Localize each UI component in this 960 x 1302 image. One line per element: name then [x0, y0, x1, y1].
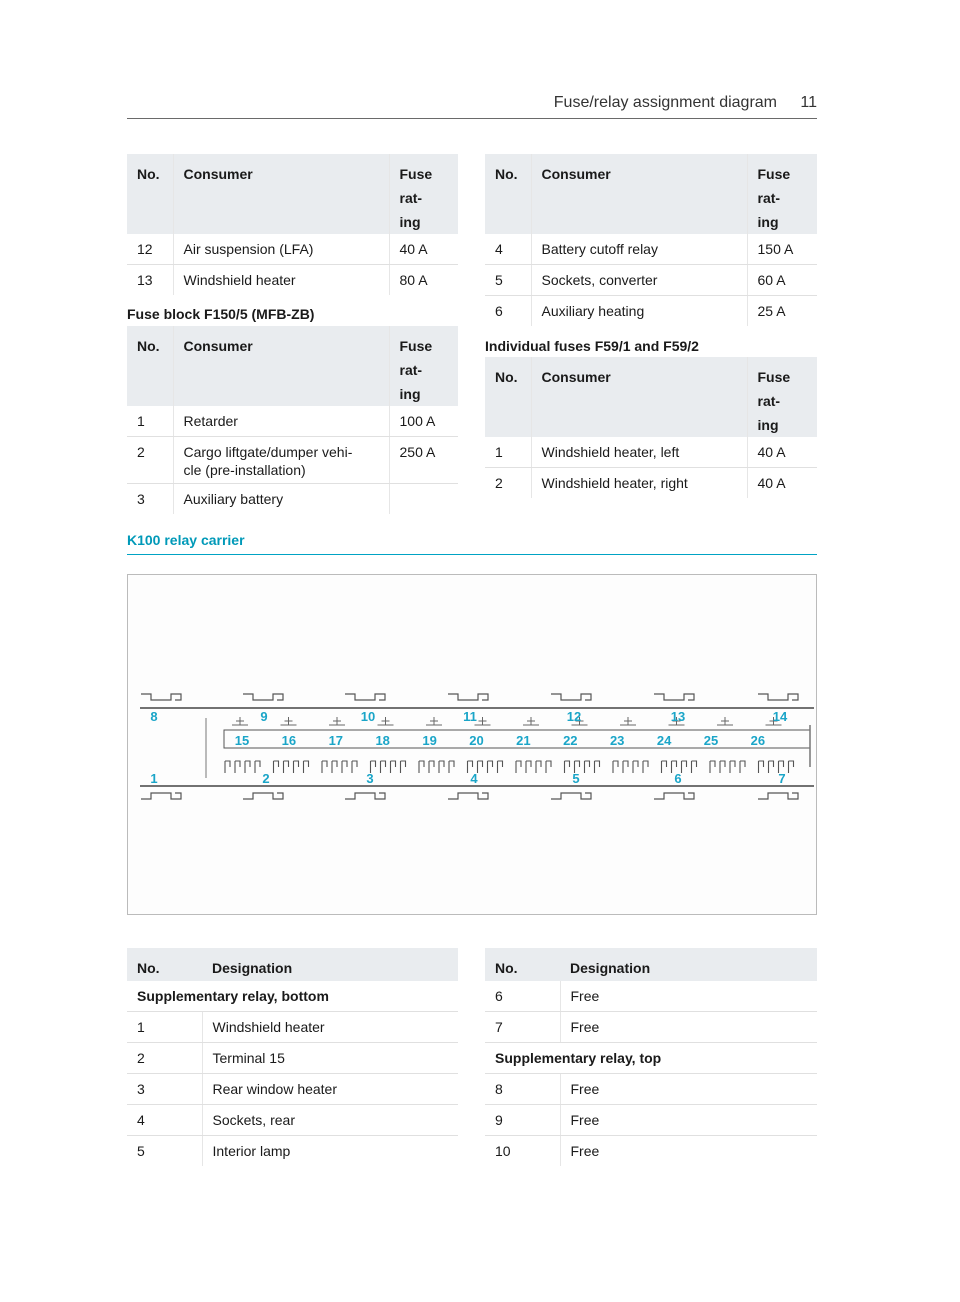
top-connector: [448, 694, 488, 700]
top-connector: [243, 694, 283, 700]
col-header-rating: Fuse rat- ing: [747, 357, 817, 437]
relay-contact-glyph: [284, 761, 289, 773]
col-header-consumer: Consumer: [531, 154, 747, 234]
section-label: Supplementary relay, bottom: [127, 981, 458, 1012]
table-row: 1 Windshield heater, left 40 A: [485, 437, 817, 468]
table-row: 13 Windshield heater 80 A: [127, 265, 458, 296]
relay-label-mid: 17: [328, 733, 344, 748]
table-row: 7 Free: [485, 1012, 817, 1043]
relay-contact-glyph: [294, 761, 299, 773]
designation-table-right: [485, 948, 817, 1166]
col-header-no: No.: [485, 948, 560, 981]
col-header-no: No.: [127, 326, 173, 406]
relay-label-bottom: 1: [150, 771, 158, 786]
relay-contact-glyph: [439, 761, 444, 773]
relay-label-top: 13: [670, 709, 686, 724]
pin-glyph: [475, 717, 491, 725]
relay-contact-glyph: [332, 761, 337, 773]
pin-glyph: [232, 717, 248, 725]
relay-label-mid: 19: [422, 733, 437, 748]
bottom-connector: [448, 793, 488, 799]
relay-contact-glyph: [322, 761, 327, 773]
relay-contact-glyph: [449, 761, 454, 773]
bottom-connector: [758, 793, 798, 799]
designation-table-left: [127, 948, 458, 1166]
relay-contact-glyph: [730, 761, 735, 773]
relay-contact-glyph: [692, 761, 697, 773]
top-connector: [758, 694, 798, 700]
fuse-table-a: [127, 154, 458, 295]
table-row: 10 Free: [485, 1136, 817, 1167]
col-header-consumer: Consumer: [173, 326, 389, 406]
relay-contact-glyph: [516, 761, 521, 773]
fuse-block-caption: Fuse block F150/5 (MFB-ZB): [127, 306, 315, 322]
relay-contact-glyph: [391, 761, 396, 773]
col-header-designation: Designation: [202, 948, 458, 981]
relay-label-mid: 16: [281, 733, 297, 748]
relay-label-mid: 24: [656, 733, 672, 748]
relay-label-mid: 25: [703, 733, 719, 748]
relay-contact-glyph: [274, 761, 279, 773]
table-row: 2 Cargo liftgate/dumper vehi- cle (pre-installation) 250 A: [127, 437, 458, 484]
top-connector: [141, 694, 181, 700]
relay-contact-glyph: [740, 761, 745, 773]
pin-glyph: [329, 717, 345, 725]
relay-contact-glyph: [682, 761, 687, 773]
col-header-consumer: Consumer: [173, 154, 389, 234]
top-connector: [551, 694, 591, 700]
relay-label-bottom: 5: [572, 771, 580, 786]
col-header-rating: Fuse rat- ing: [389, 326, 458, 406]
relay-contact-glyph: [478, 761, 483, 773]
page-number: 11: [800, 94, 817, 111]
relay-contact-glyph: [613, 761, 618, 773]
table-row: 2 Windshield heater, right 40 A: [485, 468, 817, 499]
header-title: Fuse/relay assignment diagram: [553, 94, 777, 111]
page-header: [127, 92, 817, 119]
relay-contact-glyph: [633, 761, 638, 773]
relay-carrier-section-title: K100 relay carrier: [127, 532, 817, 555]
table-row: 5 Sockets, converter 60 A: [485, 265, 817, 296]
relay-carrier-svg: [128, 575, 816, 914]
pin-glyph: [523, 717, 539, 725]
relay-label-top: 8: [150, 709, 158, 724]
relay-contact-glyph: [536, 761, 541, 773]
col-header-rating: Fuse rat- ing: [747, 154, 817, 234]
relay-contact-glyph: [498, 761, 503, 773]
relay-contact-glyph: [225, 761, 230, 773]
relay-label-mid: 23: [609, 733, 625, 748]
fuse-table-b: [127, 326, 458, 514]
pin-glyph: [426, 717, 442, 725]
pin-glyph: [620, 717, 636, 725]
relay-label-mid: 21: [516, 733, 531, 748]
relay-label-top: 11: [463, 709, 477, 724]
table-row: 6 Free: [485, 981, 817, 1012]
relay-label-top: 12: [566, 709, 582, 724]
relay-contact-glyph: [710, 761, 715, 773]
relay-label-mid: 20: [469, 733, 484, 748]
pin-glyph: [717, 717, 733, 725]
relay-contact-glyph: [623, 761, 628, 773]
col-header-designation: Designation: [560, 948, 817, 981]
relay-label-mid: 15: [234, 733, 250, 748]
table-row: 6 Auxiliary heating 25 A: [485, 296, 817, 327]
fuse-table-d: [485, 357, 817, 498]
section-row: [485, 1043, 817, 1074]
relay-contact-glyph: [789, 761, 794, 773]
relay-carrier-diagram: [127, 574, 817, 915]
section-row: [127, 981, 458, 1012]
relay-contact-glyph: [488, 761, 493, 773]
relay-label-top: 10: [360, 709, 376, 724]
relay-label-bottom: 3: [366, 771, 374, 786]
relay-contact-glyph: [255, 761, 260, 773]
relay-contact-glyph: [352, 761, 357, 773]
relay-contact-glyph: [662, 761, 667, 773]
relay-contact-glyph: [419, 761, 424, 773]
relay-label-bottom: 2: [262, 771, 270, 786]
table-row: 1 Retarder 100 A: [127, 406, 458, 437]
relay-contact-glyph: [585, 761, 590, 773]
relay-contact-glyph: [759, 761, 764, 773]
pin-glyph: [281, 717, 297, 725]
bottom-connector: [141, 793, 181, 799]
relay-label-top: 9: [260, 709, 268, 724]
col-header-no: No.: [127, 948, 202, 981]
table-row: 9 Free: [485, 1105, 817, 1136]
relay-contact-glyph: [429, 761, 434, 773]
relay-contact-glyph: [342, 761, 347, 773]
bottom-connector: [243, 793, 283, 799]
table-row: 3 Rear window heater: [127, 1074, 458, 1105]
table-row: 3 Auxiliary battery: [127, 484, 458, 515]
table-row: 1 Windshield heater: [127, 1012, 458, 1043]
bottom-connector: [345, 793, 385, 799]
col-header-no: No.: [127, 154, 173, 234]
col-header-no: No.: [485, 154, 531, 234]
relay-contact-glyph: [720, 761, 725, 773]
relay-contact-glyph: [304, 761, 309, 773]
relay-contact-glyph: [546, 761, 551, 773]
col-header-no: No.: [485, 357, 531, 437]
table-row: 5 Interior lamp: [127, 1136, 458, 1167]
relay-label-mid: 18: [375, 733, 390, 748]
pin-glyph: [378, 717, 394, 725]
relay-label-mid: 22: [563, 733, 578, 748]
relay-contact-glyph: [245, 761, 250, 773]
relay-contact-glyph: [769, 761, 774, 773]
relay-contact-glyph: [643, 761, 648, 773]
relay-label-bottom: 6: [674, 771, 682, 786]
col-header-consumer: Consumer: [531, 357, 747, 437]
section-label: Supplementary relay, top: [485, 1043, 817, 1074]
table-row: 2 Terminal 15: [127, 1043, 458, 1074]
top-connector: [654, 694, 694, 700]
relay-contact-glyph: [526, 761, 531, 773]
relay-label-bottom: 4: [470, 771, 478, 786]
bottom-connector: [654, 793, 694, 799]
relay-label-top: 14: [772, 709, 788, 724]
table-row: 4 Battery cutoff relay 150 A: [485, 234, 817, 265]
bottom-connector: [551, 793, 591, 799]
relay-contact-glyph: [595, 761, 600, 773]
individual-fuses-caption: Individual fuses F59/1 and F59/2: [485, 338, 699, 354]
top-connector: [345, 694, 385, 700]
table-row: 8 Free: [485, 1074, 817, 1105]
relay-contact-glyph: [401, 761, 406, 773]
relay-label-bottom: 7: [778, 771, 786, 786]
col-header-rating: Fuse rat- ing: [389, 154, 458, 234]
relay-contact-glyph: [565, 761, 570, 773]
table-row: 4 Sockets, rear: [127, 1105, 458, 1136]
relay-contact-glyph: [235, 761, 240, 773]
fuse-table-c: [485, 154, 817, 326]
table-row: 12 Air suspension (LFA) 40 A: [127, 234, 458, 265]
relay-contact-glyph: [381, 761, 386, 773]
relay-label-mid: 26: [750, 733, 766, 748]
